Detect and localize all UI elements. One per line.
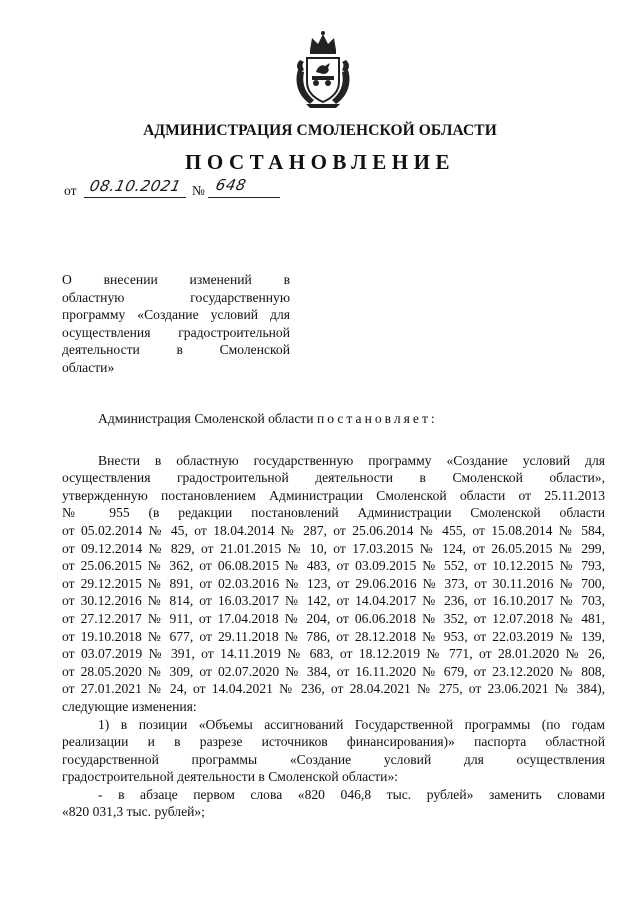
sub-item-paragraph — [62, 786, 605, 821]
date-number-line — [64, 176, 304, 202]
body-line: утвержденную постановлением Администрации Смоленской области от 25.11.2013 — [62, 487, 605, 503]
document-body — [62, 410, 605, 821]
decree-verb: постановляет: — [316, 411, 438, 426]
body-line: от 19.10.2018 № 677, от 29.11.2018 № 786, от 28.12.2018 № 953, от 22.03.2019 № 139, — [62, 628, 605, 644]
document-subject — [62, 271, 290, 377]
date-from-label: от — [64, 183, 77, 198]
body-line: от 09.12.2014 № 829, от 21.01.2015 № 10, от 17.03.2015 № 124, от 26.05.2015 № 299, — [62, 540, 605, 556]
body-line: от 27.01.2021 № 24, от 14.04.2021 № 236, от 28.04.2021 № 275, от 23.06.2021 № 384), — [62, 681, 605, 697]
body-line: от 30.12.2016 № 814, от 16.03.2017 № 142, от 14.04.2017 № 236, от 16.10.2017 № 703, — [62, 593, 605, 609]
body-line: Внести в областную государственную программу «Создание условий для — [98, 452, 605, 468]
subject-line: деятельности в Смоленской — [62, 342, 290, 358]
decree-line — [62, 410, 605, 428]
body-line: следующие изменения: — [62, 698, 197, 714]
body-line: 1) в позиции «Объемы ассигнований Государственной программы (по годам — [98, 716, 605, 732]
handwritten-number: 648 — [214, 176, 249, 194]
main-paragraph — [62, 452, 605, 716]
body-line: осуществления градостроительной деятельности в Смоленской области», — [62, 470, 605, 486]
body-line: от 27.12.2017 № 911, от 17.04.2018 № 204, от 06.06.2018 № 352, от 12.07.2018 № 481, — [62, 610, 605, 626]
body-line: реализации и в разрезе источников финансирования)» паспорта областной — [62, 734, 605, 750]
body-line: от 03.07.2019 № 391, от 14.11.2019 № 683, от 18.12.2019 № 771, от 28.01.2020 № 26, — [62, 646, 605, 662]
coat-of-arms-emblem — [292, 30, 354, 110]
subject-line: программу «Создание условий для — [62, 307, 290, 323]
subject-line: О внесении изменений в — [62, 272, 290, 287]
body-line: государственной программы «Создание условий для осуществления — [62, 751, 605, 767]
body-line: № 955 (в редакции постановлений Администрации Смоленской области — [62, 505, 605, 521]
number-label: № — [192, 183, 205, 198]
subject-line: областную государственную — [62, 289, 290, 305]
item-1-paragraph — [62, 716, 605, 786]
body-line: от 28.05.2020 № 309, от 02.07.2020 № 384, от 16.11.2020 № 679, от 23.12.2020 № 808, — [62, 663, 605, 679]
body-line: от 29.12.2015 № 891, от 02.03.2016 № 123, от 29.06.2016 № 373, от 30.11.2016 № 700, — [62, 575, 605, 591]
organization-name: АДМИНИСТРАЦИЯ СМОЛЕНСКОЙ ОБЛАСТИ — [143, 122, 497, 139]
body-line: от 25.06.2015 № 362, от 06.08.2015 № 483, от 03.09.2015 № 552, от 10.12.2015 № 793, — [62, 558, 605, 574]
body-line: от 05.02.2014 № 45, от 18.04.2014 № 287, от 25.06.2014 № 455, от 15.08.2014 № 584, — [62, 522, 605, 538]
body-line: - в абзаце первом слова «820 046,8 тыс. рублей» заменить словами — [98, 786, 605, 802]
subject-line: осуществления градостроительной — [62, 324, 290, 340]
body-line: «820 031,3 тыс. рублей»; — [62, 804, 205, 820]
decree-lead: Администрация Смоленской области — [98, 411, 314, 426]
handwritten-date: 08.10.2021 — [88, 177, 183, 195]
document-type-title: ПОСТАНОВЛЕНИЕ — [185, 150, 455, 174]
body-line: градостроительной деятельности в Смоленской области»: — [62, 769, 399, 785]
subject-line: области» — [62, 359, 115, 375]
